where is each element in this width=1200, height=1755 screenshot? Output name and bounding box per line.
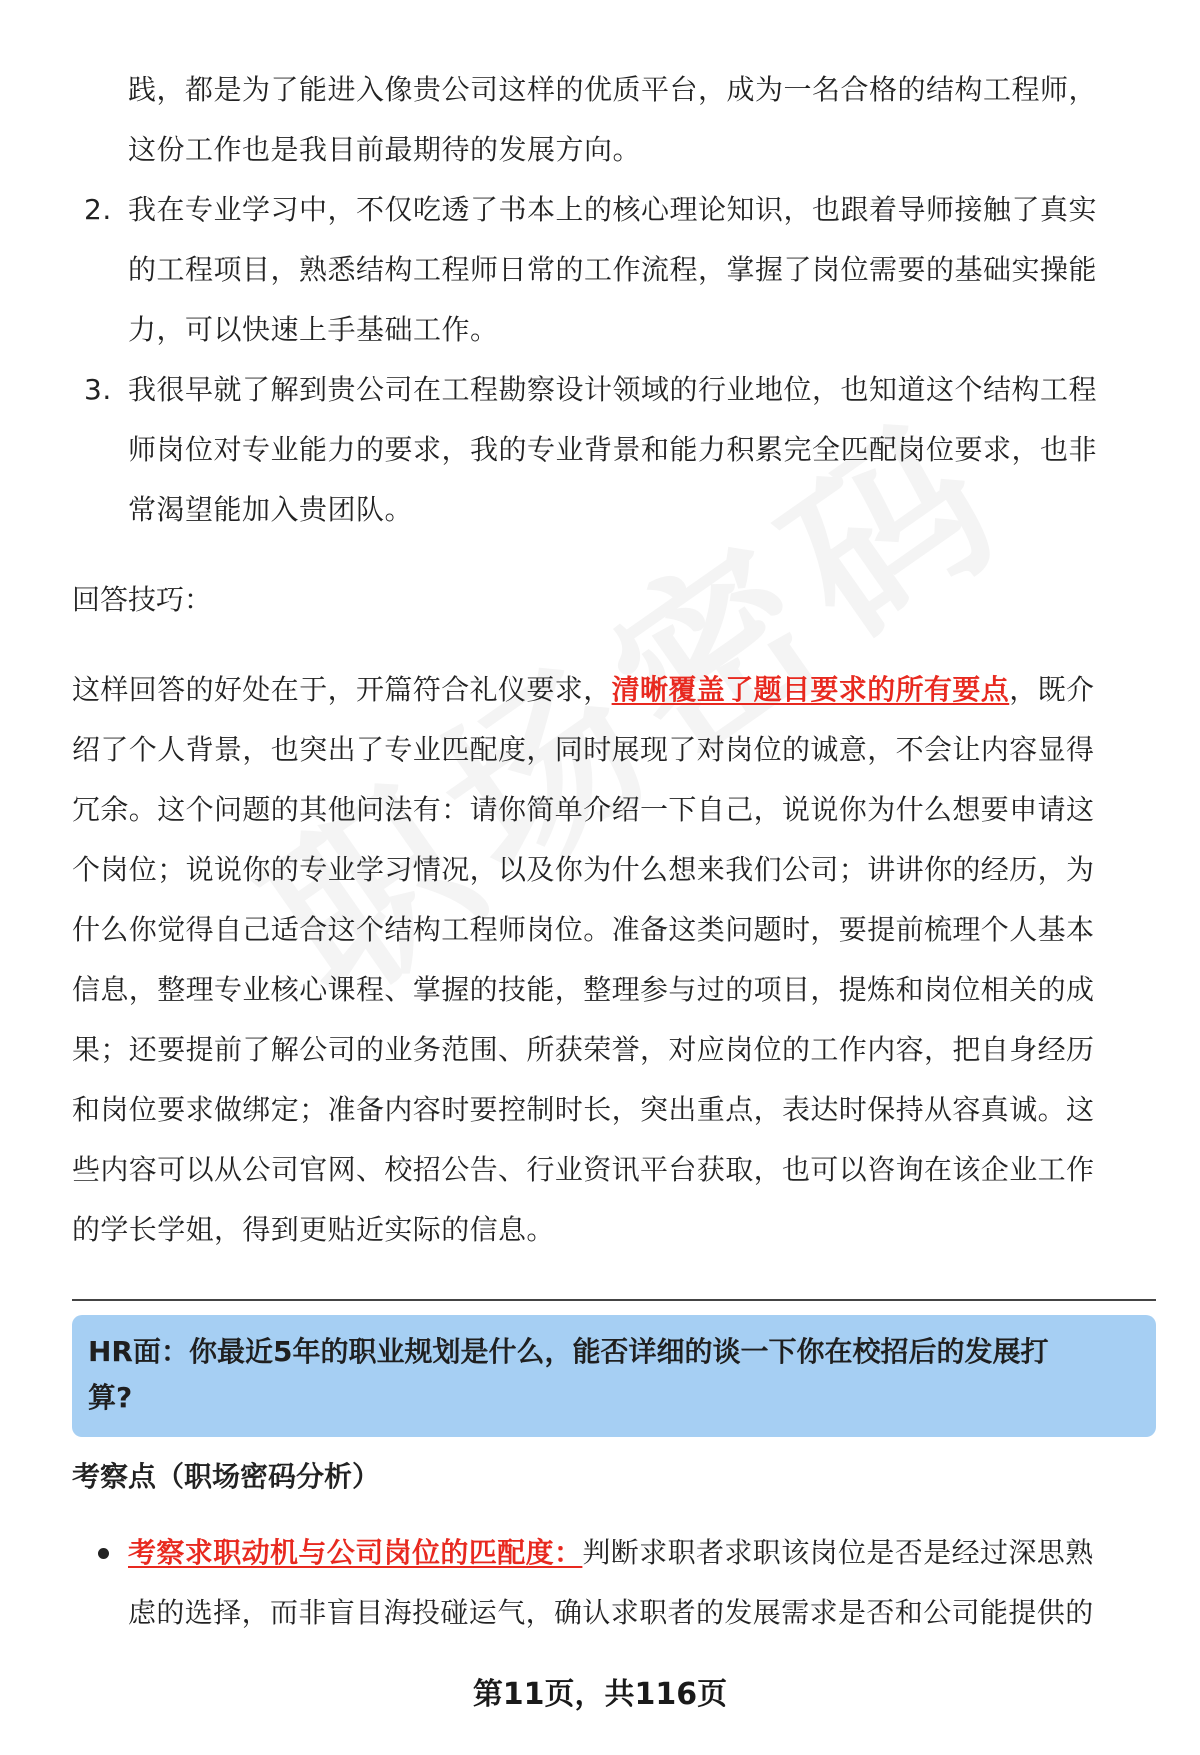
answer-point-3 [70,360,1150,540]
bullet-text: 判断求职者求职该岗位是否是经过深思熟 [582,1536,1094,1569]
highlighted-key-point: 清晰覆盖了题目要求的所有要点 [611,673,1010,706]
text-line: 我在专业学习中，不仅吃透了书本上的核心理论知识，也跟着导师接触了真实 [128,193,1098,226]
text-line: 冗余。这个问题的其他问法有：请你简单介绍一下自己，说说你为什么想要申请这 [72,793,1095,826]
text-line: 的学长学姐，得到更贴近实际的信息。 [72,1213,555,1246]
text-line: 些内容可以从公司官网、校招公告、行业资讯平台获取，也可以咨询在该企业工作 [72,1153,1095,1186]
list-number: 2. [84,193,112,226]
text-line: 我很早就了解到贵公司在工程勘察设计领域的行业地位，也知道这个结构工程 [128,373,1098,406]
text-line: 信息，整理专业核心课程、掌握的技能，整理参与过的项目，提炼和岗位相关的成 [72,973,1095,1006]
analysis-bullet-list [72,1523,1148,1643]
page-number: 第11页，共116页 [472,1677,728,1712]
text-line [128,1523,1148,1583]
highlighted-key-point: 考察求职动机与公司岗位的匹配度： [128,1536,583,1569]
analysis-title: 考察点（职场密码分析） [72,1460,381,1493]
question-box [72,1315,1156,1437]
tips-heading: 回答技巧： [72,583,213,616]
text-line: 什么你觉得自己适合这个结构工程师岗位。准备这类问题时，要提前梳理个人基本 [72,913,1095,946]
section-divider [72,1299,1156,1301]
question-line: HR面：你最近5年的职业规划是什么，能否详细的谈一下你在校招后的发展打 [88,1335,1049,1368]
text-line: 力，可以快速上手基础工作。 [128,313,499,346]
tips-text: 这样回答的好处在于，开篇符合礼仪要求， [72,673,612,706]
answer-points-list [70,180,1150,540]
text-line: 常渴望能加入贵团队。 [128,493,414,526]
list-number: 3. [84,373,112,406]
text-line: 个岗位；说说你的专业学习情况，以及你为什么想来我们公司；讲讲你的经历，为 [72,853,1095,886]
text-line: 这份工作也是我目前最期待的发展方向。 [128,133,642,166]
tips-text: ，既介 [1009,673,1095,706]
text-line [72,660,1148,720]
text-line: 虑的选择，而非盲目海投碰运气，确认求职者的发展需求是否和公司能提供的 [128,1596,1094,1629]
question-line: 算? [88,1381,133,1414]
text-line: 果；还要提前了解公司的业务范围、所获荣誉，对应岗位的工作内容，把自身经历 [72,1033,1095,1066]
text-line: 的工程项目，熟悉结构工程师日常的工作流程，掌握了岗位需要的基础实操能 [128,253,1098,286]
answer-point-2 [70,180,1150,360]
bullet-dot-icon [98,1548,109,1559]
tips-paragraph [72,660,1148,1260]
analysis-bullet [72,1523,1148,1643]
text-line: 师岗位对专业能力的要求，我的专业背景和能力积累完全匹配岗位要求，也非 [128,433,1098,466]
text-line: 和岗位要求做绑定；准备内容时要控制时长，突出重点，表达时保持从容真诚。这 [72,1093,1095,1126]
text-line: 绍了个人背景，也突出了专业匹配度，同时展现了对岗位的诚意，不会让内容显得 [72,733,1095,766]
text-line: 践，都是为了能进入像贵公司这样的优质平台，成为一名合格的结构工程师， [128,73,1098,106]
answer-point-1-continuation [128,60,1148,180]
